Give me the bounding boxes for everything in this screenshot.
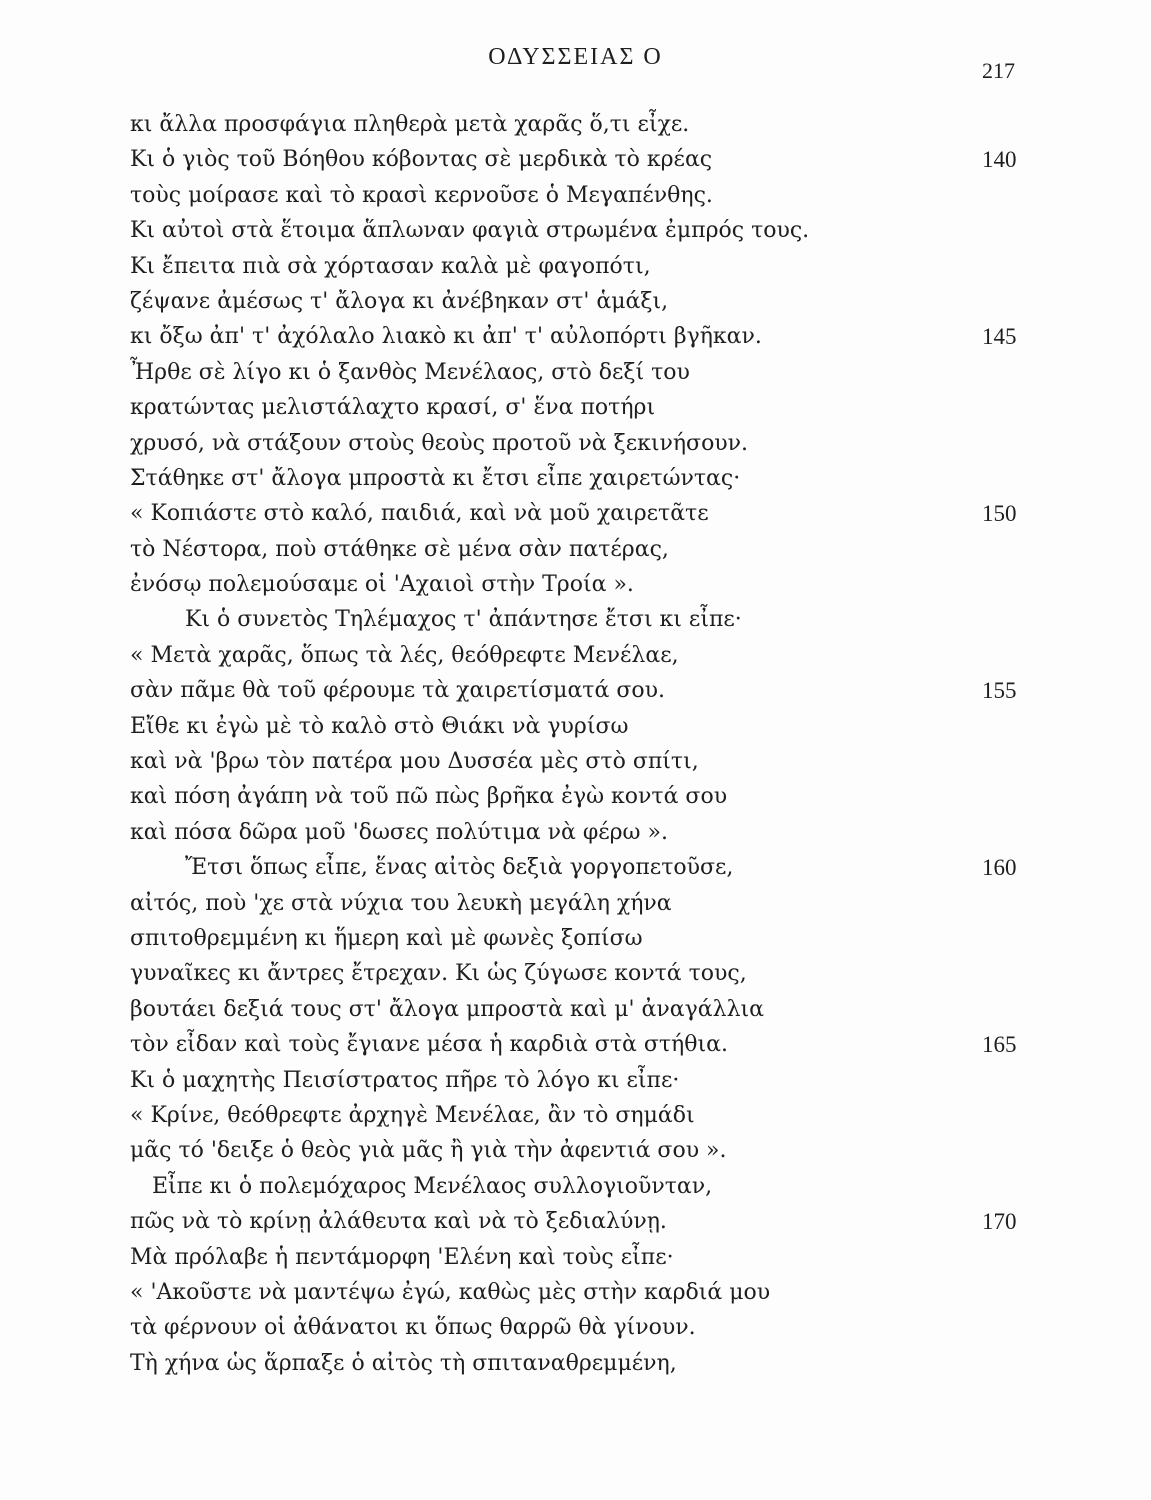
verse-text: καὶ νὰ 'βρω τὸν πατέρα μου Δυσσέα μὲς στὸ σπίτι, [130,749,699,775]
verse-line [0,284,1151,319]
verse-text: « Κρίνε, θεόθρεφτε ἀρχηγὲ Μενέλαε, ἂν τὸ σημάδι [130,1102,695,1128]
verse-text: κρατώντας μελιστάλαχτο κρασί, σ' ἕνα ποτήρι [130,395,656,421]
line-number: 155 [982,678,1017,704]
line-number: 170 [982,1209,1017,1235]
verse-line [0,744,1151,779]
verse-text: τὸ Νέστορα, ποὺ στάθηκε σὲ μένα σὰν πατέρας, [130,536,669,562]
verse-line [0,1133,1151,1168]
verse-line [0,249,1151,284]
verse-line [0,142,1151,177]
page-number: 217 [982,58,1015,83]
verse-line [0,779,1151,814]
verse-line [0,1310,1151,1345]
verse-text: σπιτοθρεμμένη κι ἥμερη καὶ μὲ φωνὲς ξοπίσω [130,925,643,951]
verse-text: αἰτός, ποὺ 'χε στὰ νύχια του λευκὴ μεγάλη χήνα [130,890,672,916]
verse-line [0,1346,1151,1381]
verse-block [0,107,1151,1381]
verse-text: « Μετὰ χαρᾶς, ὅπως τὰ λές, θεόθρεφτε Μενέλαε, [130,642,679,668]
verse-line [0,602,1151,637]
verse-text: Κι ὁ γιὸς τοῦ Βόηθου κόβοντας σὲ μερδικὰ τὸ κρέας [130,147,713,173]
verse-text: Εἶπε κι ὁ πολεμόχαρος Μενέλαος συλλογιοῦνταν, [152,1173,713,1199]
verse-text: γυναῖκες κι ἄντρες ἔτρεχαν. Κι ὡς ζύγωσε κοντά τους, [130,961,747,987]
line-number: 160 [982,855,1017,881]
line-number: 140 [982,147,1017,173]
verse-line [0,319,1151,354]
verse-line [0,178,1151,213]
verse-line [0,461,1151,496]
line-number: 145 [982,324,1017,350]
verse-text: σὰν πᾶμε θὰ τοῦ φέρουμε τὰ χαιρετίσματά σου. [130,678,665,704]
verse-text: Ἦρθε σὲ λίγο κι ὁ ξανθὸς Μενέλαος, στὸ δεξί του [130,359,690,385]
verse-text: τὸν εἶδαν καὶ τοὺς ἔγιανε μέσα ἡ καρδιὰ στὰ στήθια. [130,1032,728,1058]
verse-line [0,638,1151,673]
verse-line [0,992,1151,1027]
verse-text: Μὰ πρόλαβε ἡ πεντάμορφη 'Ελένη καὶ τοὺς εἶπε· [130,1244,674,1270]
verse-line [0,532,1151,567]
verse-text: ἐνόσῳ πολεμούσαμε οἱ 'Αχαιοὶ στὴν Τροία ». [130,572,634,598]
verse-line [0,709,1151,744]
verse-text: μᾶς τό 'δειξε ὁ θεὸς γιὰ μᾶς ἢ γιὰ τὴν ἀφεντιά σου ». [130,1138,727,1164]
running-head-title: ΟΔΥΣΣΕΙΑΣ Ο [488,44,663,70]
verse-line [0,886,1151,921]
verse-line [0,107,1151,142]
verse-line [0,426,1151,461]
verse-text: πῶς νὰ τὸ κρίνῃ ἀλάθευτα καὶ νὰ τὸ ξεδιαλύνῃ. [130,1209,667,1235]
verse-line [0,355,1151,390]
verse-line [0,673,1151,708]
verse-text: Εἴθε κι ἐγὼ μὲ τὸ καλὸ στὸ Θιάκι νὰ γυρίσω [130,713,629,739]
verse-line [0,1063,1151,1098]
verse-text: Κι ὁ συνετὸς Τηλέμαχος τ' ἀπάντησε ἔτσι κι εἶπε· [185,607,742,633]
verse-line [0,390,1151,425]
line-number: 165 [982,1032,1017,1058]
line-number: 150 [982,501,1017,527]
verse-text: χρυσό, νὰ στάξουν στοὺς θεοὺς προτοῦ νὰ ξεκινήσουν. [130,430,749,456]
verse-line [0,921,1151,956]
verse-text: Ἔτσι ὅπως εἶπε, ἕνας αἰτὸς δεξιὰ γοργοπετοῦσε, [185,855,734,881]
verse-line [0,1098,1151,1133]
verse-text: Τὴ χήνα ὡς ἅρπαξε ὁ αἰτὸς τὴ σπιταναθρεμμένη, [130,1350,677,1376]
verse-text: τὰ φέρνουν οἱ ἀθάνατοι κι ὅπως θαρρῶ θὰ γίνουν. [130,1315,696,1341]
verse-line [0,1240,1151,1275]
verse-text: « 'Ακοῦστε νὰ μαντέψω ἐγώ, καθὼς μὲς στὴν καρδιά μου [130,1279,771,1305]
verse-text: βουτάει δεξιά τους στ' ἄλογα μπροστὰ καὶ μ' ἀναγάλλια [130,996,764,1022]
verse-line [0,1275,1151,1310]
verse-line [0,1204,1151,1239]
verse-text: κι ὄξω ἀπ' τ' ἀχόλαλο λιακὸ κι ἀπ' τ' αὐλοπόρτι βγῆκαν. [130,324,762,350]
verse-line [0,567,1151,602]
verse-text: Κι ὁ μαχητὴς Πεισίστρατος πῆρε τὸ λόγο κι εἶπε· [130,1067,680,1093]
verse-text: Στάθηκε στ' ἄλογα μπροστὰ κι ἔτσι εἶπε χαιρετώντας· [130,465,741,491]
verse-line [0,496,1151,531]
verse-text: Κι ἔπειτα πιὰ σὰ χόρτασαν καλὰ μὲ φαγοπότι, [130,253,651,279]
verse-line [0,213,1151,248]
verse-text: ζέψανε ἀμέσως τ' ἄλογα κι ἀνέβηκαν στ' ἁμάξι, [130,288,669,314]
verse-text: « Κοπιάστε στὸ καλό, παιδιά, καὶ νὰ μοῦ χαιρετᾶτε [130,501,709,527]
verse-line [0,1027,1151,1062]
verse-text: Κι αὐτοὶ στὰ ἕτοιμα ἅπλωναν φαγιὰ στρωμένα ἐμπρός τους. [130,218,810,244]
verse-line [0,850,1151,885]
verse-line [0,1169,1151,1204]
verse-text: καὶ πόσα δῶρα μοῦ 'δωσες πολύτιμα νὰ φέρω ». [130,819,668,845]
verse-text: καὶ πόση ἀγάπη νὰ τοῦ πῶ πὼς βρῆκα ἐγὼ κοντά σου [130,784,728,810]
verse-line [0,815,1151,850]
verse-line [0,956,1151,991]
verse-text: κι ἄλλα προσφάγια πληθερὰ μετὰ χαρᾶς ὅ,τι εἶχε. [130,112,690,137]
verse-text: τοὺς μοίρασε καὶ τὸ κρασὶ κερνοῦσε ὁ Μεγαπένθης. [130,182,713,208]
